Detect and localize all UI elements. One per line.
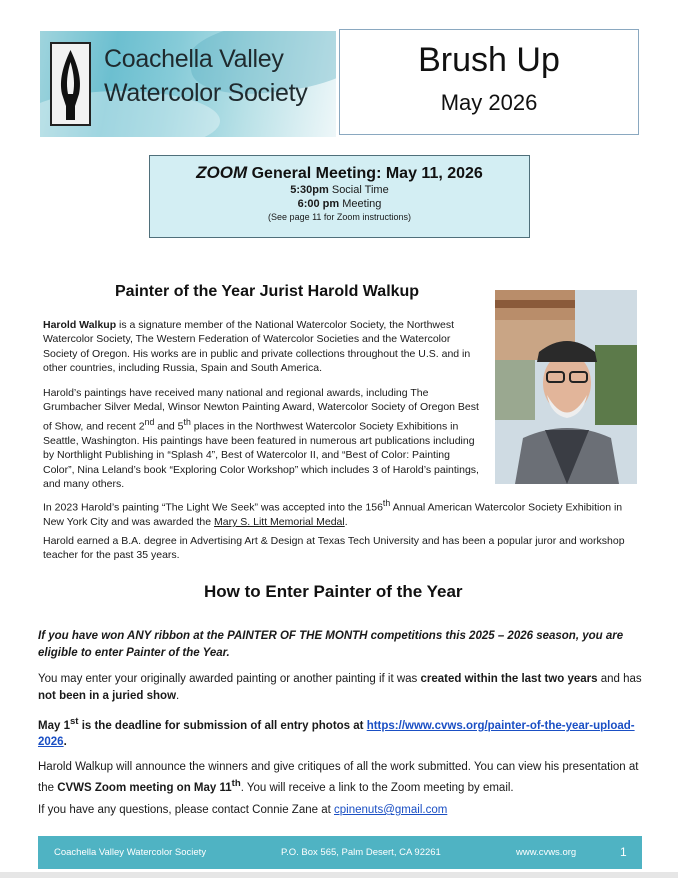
meeting-time: 6:00 pm Meeting [297,198,382,210]
jurist-paragraph-1: Harold Walkup is a signature member of the National Watercolor Society, the Northwest Watercolor Society, The Western Federation of Watercolor Societies and the Watercolor Society of Oregon. His works are in public and private collections throughout the U.S. and in other countries, including Russia, Spain and South America. [43,319,471,375]
social-time: 5:30pm Social Time [290,184,389,196]
footer-address: P.O. Box 565, Palm Desert, CA 92261 [281,847,441,858]
jurist-photo [495,290,637,484]
meeting-info-box [149,155,530,238]
announcement-text: Harold Walkup will announce the winners and give critiques of all the work submitted. You can view his presentation at the CVWS Zoom meeting on May 11th. You will receive a link to the Zoom meeting by email. [38,761,639,794]
issue-date: May 2026 [440,90,538,115]
page-footer [38,836,642,869]
org-name-line2: Watercolor Society [104,79,308,107]
upload-link[interactable]: https://www.cvws.org/painter-of-the-year-upload-2026 [38,719,635,749]
jurist-heading: Painter of the Year Jurist Harold Walkup [115,283,420,300]
page-bottom-edge [0,872,678,878]
entry-rules: You may enter your originally awarded painting or another painting if it was created within the last two years and has not been in a juried show. [38,673,642,702]
org-name-line1: Coachella Valley [104,45,284,73]
award-name: Mary S. Litt Memorial Medal [214,515,345,528]
contact-email-link[interactable]: cpinenuts@gmail.com [334,804,448,816]
jurist-paragraph-3: In 2023 Harold’s painting “The Light We Seek” was accepted into the 156th Annual American Watercolor Society Exhibition in New York City and was awarded the Mary S. Litt Memorial Medal. [43,498,623,528]
contact-text: If you have any questions, please contact Connie Zane at cpinenuts@gmail.com [38,804,448,816]
jurist-paragraph-2: Harold’s paintings have received many national and regional awards, including The Grumbacher Silver Medal, Winsor Newton Painting Award, Watercolor Society of Oregon Best of Show, and recent 2nd and 5th places in the Northwest Watercolor Society Exhibitions in Seattle, Washington. His paintings have been featured in numerous art publications including by Northlight Publishing in “Splash 4”, Best of Watercolor II, and “Best of Color: Painting Color”, Nina Leland’s book “Exploring Color Workshop” which includes 3 of Harold’s paintings, and many others. [43,387,479,490]
newsletter-title-box [339,29,639,135]
jurist-paragraph-4: Harold earned a B.A. degree in Advertising Art & Design at Texas Tech University and has been a popular juror and workshop teacher for the past 35 years. [43,535,625,562]
footer-org: Coachella Valley Watercolor Society [54,847,207,858]
meeting-title: ZOOM General Meeting: May 11, 2026 [196,163,483,182]
deadline-text: May 1st is the deadline for submission of all entry photos at https://www.cvws.org/painter-of-the-year-upload-2026. [38,716,635,749]
enter-heading: How to Enter Painter of the Year [204,582,463,601]
eligibility-text: If you have won ANY ribbon at the PAINTER OF THE MONTH competitions this 2025 – 2026 season, you are eligible to enter Painter of the Year. [38,630,624,659]
newsletter-title: Brush Up [418,41,560,79]
footer-website[interactable]: www.cvws.org [516,847,577,858]
page-number: 1 [620,845,627,859]
zoom-note: (See page 11 for Zoom instructions) [268,212,411,222]
paintbrush-logo-icon [50,42,91,126]
society-logo-banner [40,31,336,137]
